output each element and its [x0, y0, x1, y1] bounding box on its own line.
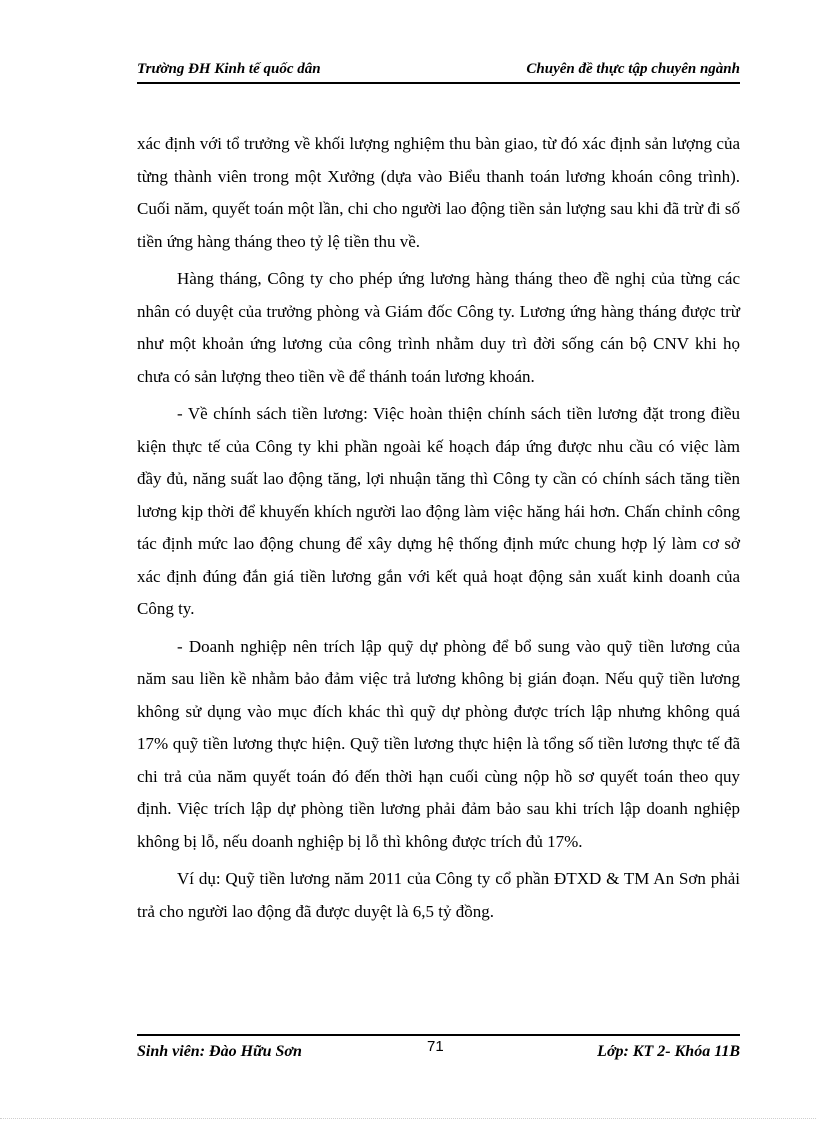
- header-university: Trường ĐH Kinh tế quốc dân: [137, 61, 321, 77]
- paragraph-salary-advance: Hàng tháng, Công ty cho phép ứng lương hàng tháng theo đề nghị của từng các nhân có duyệt của trưởng phòng và Giám đốc Công ty. Lương ứng hàng tháng được trừ như một khoản ứng lương của công trình nhằm duy trì đời sống cán bộ CNV khi họ chưa có sản lượng theo tiền về để thánh toán lương khoán.: [137, 269, 740, 386]
- page-footer: [137, 1034, 740, 1066]
- footer-class: Lớp: KT 2- Khóa 11B: [597, 1043, 740, 1060]
- paragraph-example: Ví dụ: Quỹ tiền lương năm 2011 của Công ty cổ phần ĐTXD & TM An Sơn phải trả cho người lao động đã được duyệt là 6,5 tỷ đồng.: [137, 869, 740, 921]
- paragraph-continuation: xác định với tổ trưởng về khối lượng nghiệm thu bàn giao, từ đó xác định sản lượng của từng thành viên trong một Xưởng (dựa vào Biểu thanh toán lương khoán công trình). Cuối năm, quyết toán một lần, chi cho người lao động tiền sản lượng sau khi đã trừ đi số tiền ứng hàng tháng theo tỷ lệ tiền thu về.: [137, 134, 740, 251]
- footer-student: Sinh viên: Đào Hữu Sơn: [137, 1043, 302, 1060]
- page-number: 71: [427, 1038, 444, 1055]
- paragraph-salary-policy: - Về chính sách tiền lương: Việc hoàn thiện chính sách tiền lương đặt trong điều kiện thực tế của Công ty khi phần ngoài kế hoạch đáp ứng được nhu cầu có việc làm đầy đủ, năng suất lao động tăng, lợi nhuận tăng thì Công ty cần có chính sách tăng tiền lương kịp thời để khuyến khích người lao động làm việc hăng hái hơn. Chấn chỉnh công tác định mức lao động chung để xây dựng hệ thống định mức chung hợp lý làm cơ sở xác định đúng đắn giá tiền lương gắn với kết quả hoạt động sản xuất kinh doanh của Công ty.: [137, 404, 740, 618]
- header-report-title: Chuyên đề thực tập chuyên ngành: [526, 61, 740, 77]
- page-bottom-edge: [0, 1118, 816, 1119]
- document-body: [137, 128, 740, 933]
- page-header: [137, 58, 740, 84]
- paragraph-reserve-fund: - Doanh nghiệp nên trích lập quỹ dự phòng để bổ sung vào quỹ tiền lương của năm sau liền kề nhằm bảo đảm việc trả lương không bị gián đoạn. Nếu quỹ tiền lương không sử dụng vào mục đích khác thì quỹ dự phòng được trích lập nhưng không quá 17% quỹ tiền lương thực hiện. Quỹ tiền lương thực hiện là tổng số tiền lương thực tế đã chi trả của năm quyết toán đó đến thời hạn cuối cùng nộp hồ sơ quyết toán theo quy định. Việc trích lập dự phòng tiền lương phải đảm bảo sau khi trích lập doanh nghiệp không bị lỗ, nếu doanh nghiệp bị lỗ thì không được trích đủ 17%.: [137, 636, 740, 851]
